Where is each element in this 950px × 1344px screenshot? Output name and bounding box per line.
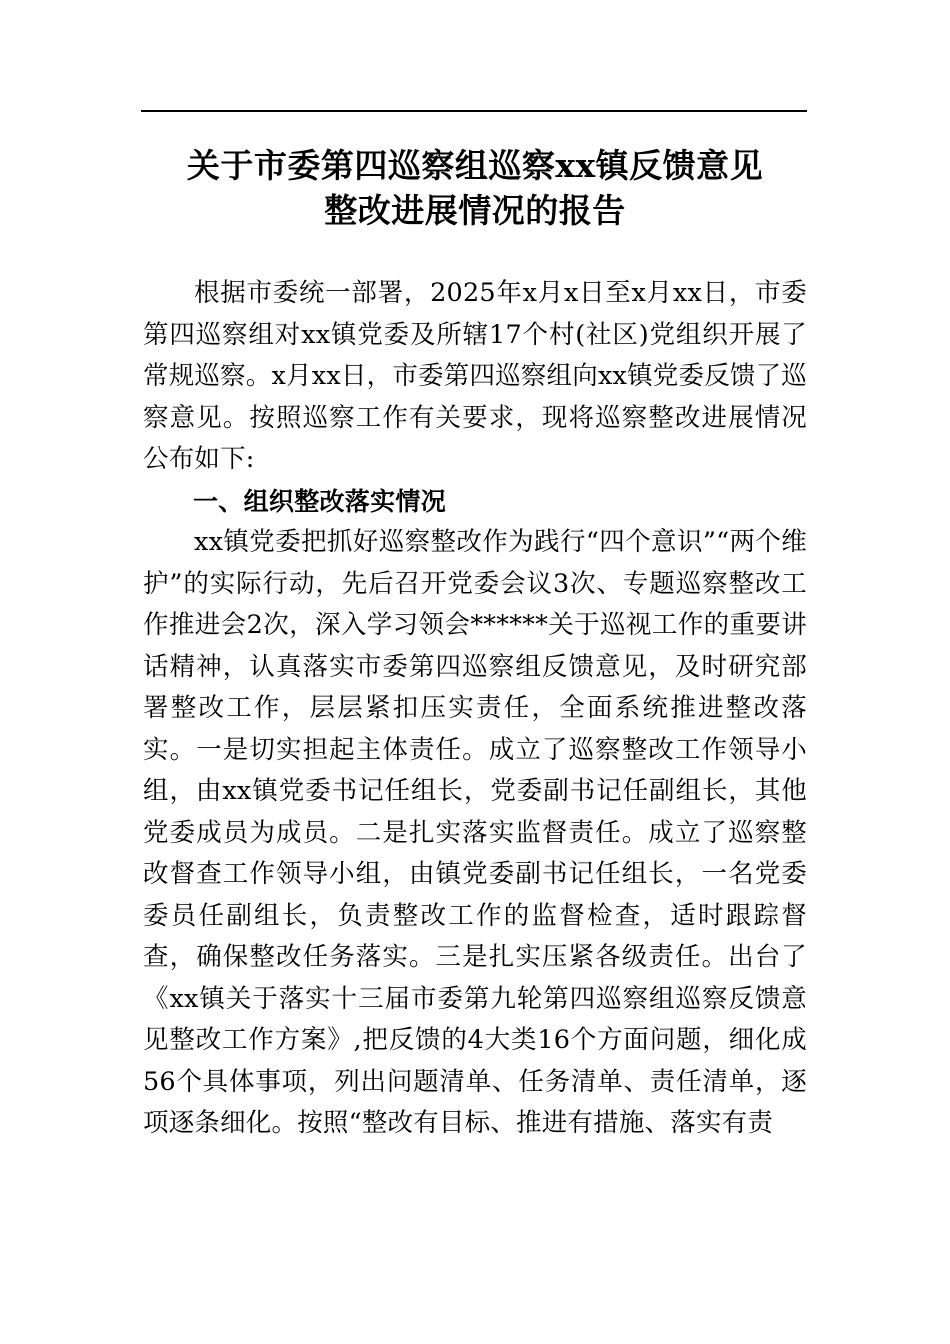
paragraph-section-1-body: xx镇党委把抓好巡察整改作为践行“四个意识”“两个维护”的实际行动，先后召开党委会议3次、专题巡察整改工作推进会2次，深入学习领会******关于巡视工作的重要讲话精神，认真落实市委第四巡察组反馈意见，及时研究部署整改工作，层层紧扣压实责任，全面系统推进整改落实。一是切实担起主体责任。成立了巡察整改工作领导小组，由xx镇党委书记任组长，党委副书记任副组长，其他党委成员为成员。二是扎实落实监督责任。成立了巡察整改督查工作领导小组，由镇党委副书记任组长，一名党委委员任副组长，负责整改工作的监督检查，适时跟踪督查，确保整改任务落实。三是扎实压紧各级责任。出台了《xx镇关于落实十三届市委第九轮第四巡察组巡察反馈意见整改工作方案》,把反馈的4大类16个方面问题，细化成56个具体事项，列出问题清单、任务清单、责任清单，逐项逐条细化。按照“整改有目标、推进有措施、落实有责 xyxy=(143,527,807,1138)
document-title xyxy=(143,143,807,233)
document-title-line-1: 关于市委第四巡察组巡察xx镇反馈意见 xyxy=(186,146,764,185)
document-title-line-2: 整改进展情况的报告 xyxy=(324,191,626,230)
title-spacer xyxy=(143,233,807,273)
header-divider-rule xyxy=(141,110,807,112)
section-heading-1: 一、组织整改落实情况 xyxy=(193,486,447,516)
paragraph-intro: 根据市委统一部署，2025年x月x日至x月xx日，市委第四巡察组对xx镇党委及所辖17个村(社区)党组织开展了常规巡察。x月xx日，市委第四巡察组向xx镇党委反馈了巡察意见。按照巡察工作有关要求，现将巡察整改进展情况公布如下: xyxy=(143,278,808,474)
document-content xyxy=(143,143,807,1145)
